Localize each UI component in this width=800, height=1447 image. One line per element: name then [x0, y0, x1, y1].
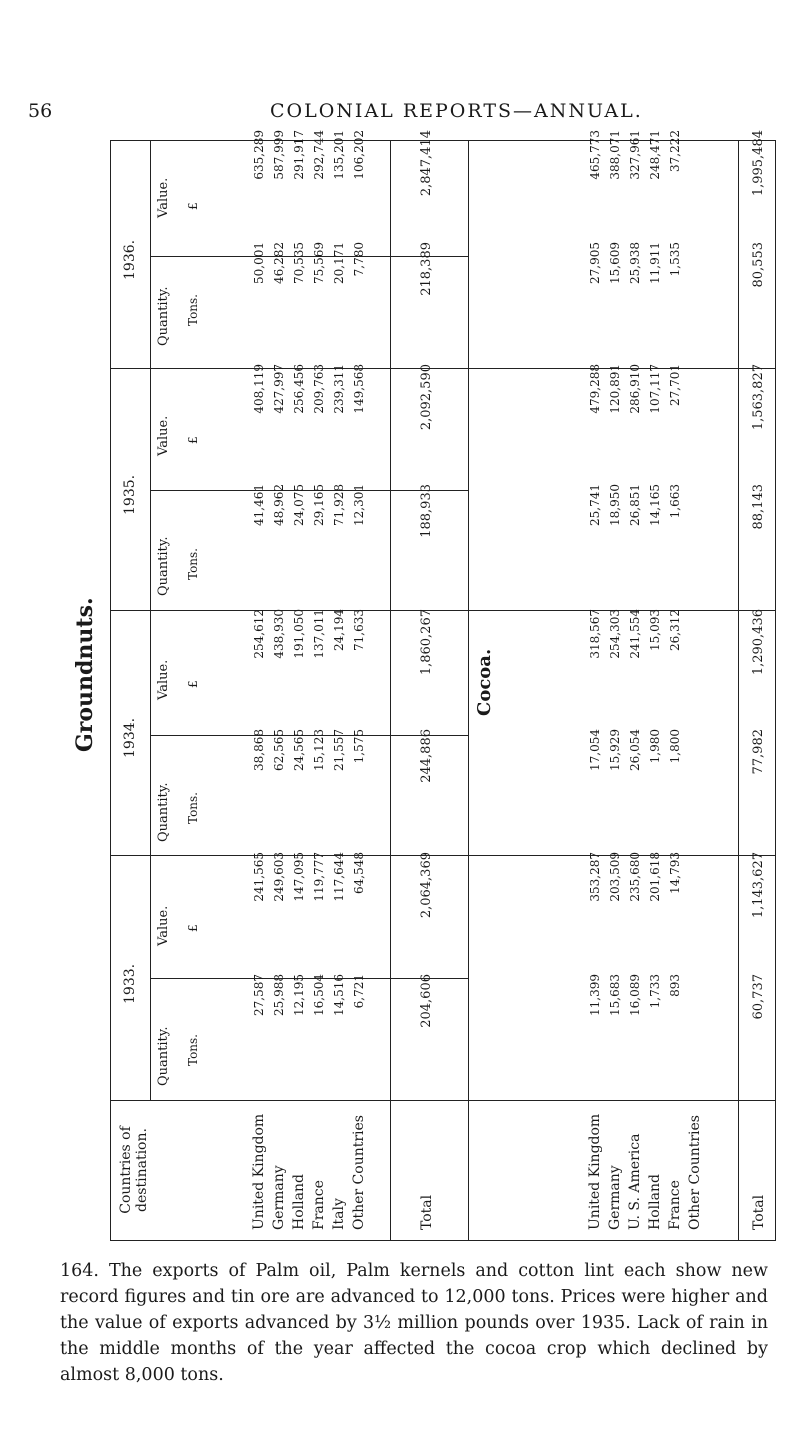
- val-1936: 135,201: [332, 130, 346, 180]
- val-1935: 256,456: [292, 364, 306, 414]
- total-rule-groundnuts: [390, 140, 391, 1240]
- qty-1934: 15,929: [608, 729, 622, 771]
- page-number: 56: [28, 100, 53, 122]
- row-country: Germany: [271, 1165, 287, 1230]
- val-1934: 71,633: [352, 609, 366, 651]
- qty-1933: 16,089: [628, 974, 642, 1016]
- qty-1935: 48,962: [272, 484, 286, 526]
- val-1936: 292,744: [312, 130, 326, 180]
- val-1936: 106,202: [352, 130, 366, 180]
- row-country: France: [311, 1180, 327, 1230]
- qty-1934: 15,123: [312, 729, 326, 771]
- row-country: Total: [751, 1194, 767, 1230]
- running-head: COLONIAL REPORTS—ANNUAL.: [270, 100, 643, 122]
- qty-1935: 24,075: [292, 484, 306, 526]
- val-1933: 119,777: [312, 852, 326, 902]
- header-rule-1933: [150, 855, 151, 1100]
- year-1934: 1934.: [122, 717, 138, 758]
- qty-1934: 21,557: [332, 729, 346, 771]
- val-1934: 137,011: [312, 609, 326, 659]
- unit-tons-1934: Tons.: [186, 792, 200, 824]
- countries-header: Countries of destination.: [118, 1126, 150, 1214]
- qty-1933: 1,733: [648, 974, 662, 1009]
- qty-1936: 75,569: [312, 242, 326, 284]
- qty-1934: 1,575: [352, 729, 366, 764]
- quantity-header-1934: Quantity.: [156, 782, 171, 842]
- qty-1936: 218,389: [419, 242, 434, 296]
- qty-1934: 17,054: [588, 729, 602, 771]
- qty-1936: 46,282: [272, 242, 286, 284]
- val-1934: 191,050: [292, 609, 306, 659]
- table-left-rule: [110, 140, 111, 1240]
- row-country: Other Countries: [687, 1115, 703, 1230]
- val-1936: 37,222: [668, 130, 682, 172]
- qty-1935: 18,950: [608, 484, 622, 526]
- qty-1936: 7,780: [352, 242, 366, 277]
- cocoa-title: Cocoa.: [474, 648, 495, 716]
- val-1935: 239,311: [332, 364, 346, 414]
- qty-1935: [688, 484, 702, 608]
- val-1933: 249,603: [272, 852, 286, 902]
- val-1934: 438,930: [272, 609, 286, 659]
- val-1933: 1,143,627: [751, 852, 766, 919]
- val-1933: 201,618: [648, 852, 662, 902]
- row-country: Total: [419, 1194, 435, 1230]
- row-country: Holland: [291, 1174, 307, 1230]
- qty-1933: 16,504: [312, 974, 326, 1016]
- val-1936: 248,471: [648, 130, 662, 180]
- qty-1933: 27,587: [252, 974, 266, 1016]
- val-1936: 465,773: [588, 130, 602, 180]
- val-1935: 1,563,827: [751, 364, 766, 431]
- val-1936: 1,995,484: [751, 130, 766, 197]
- qty-1936: 80,553: [751, 242, 766, 288]
- qty-1933: 12,195: [292, 974, 306, 1016]
- qty-1936: [688, 242, 702, 366]
- qty-1934: 244,886: [419, 729, 434, 783]
- qty-1936: 1,535: [668, 242, 682, 277]
- val-1935: 479,288: [588, 364, 602, 414]
- val-1936: 327,961: [628, 130, 642, 180]
- qty-1934: 1,980: [648, 729, 662, 764]
- qty-1933: 15,683: [608, 974, 622, 1016]
- val-1934: 254,612: [252, 609, 266, 659]
- qty-1936: 11,911: [648, 242, 662, 284]
- row-country: Italy: [331, 1198, 347, 1230]
- qty-1935: 29,165: [312, 484, 326, 526]
- val-1934: 15,093: [648, 609, 662, 651]
- row-country: United Kingdom: [587, 1113, 603, 1230]
- val-1935: 209,763: [312, 364, 326, 414]
- val-1936: 2,847,414: [419, 130, 434, 197]
- val-1936: 388,071: [608, 130, 622, 180]
- row-country: Holland: [647, 1174, 663, 1230]
- qty-1933: 204,606: [419, 974, 434, 1028]
- year-1935: 1935.: [122, 474, 138, 515]
- qty-1935: 41,461: [252, 484, 266, 526]
- table-right-rule: [775, 140, 776, 1240]
- qty-1935: 71,928: [332, 484, 346, 526]
- qty-1933: 6,721: [352, 974, 366, 1009]
- year-1933: 1933.: [122, 963, 138, 1004]
- val-1936: [688, 130, 702, 254]
- quantity-header-1936: Quantity.: [156, 286, 171, 346]
- unit-pound-1934: £: [186, 680, 200, 688]
- block-rule-countries: [110, 1100, 776, 1101]
- val-1934: [688, 609, 702, 733]
- qty-1934: 1,800: [668, 729, 682, 764]
- row-country: Germany: [607, 1165, 623, 1230]
- unit-pound-1935: £: [186, 436, 200, 444]
- paragraph-number: 164.: [60, 1261, 99, 1281]
- unit-tons-1933: Tons.: [186, 1034, 200, 1066]
- qty-1935: 12,301: [352, 484, 366, 526]
- qty-1936: 20,171: [332, 242, 346, 284]
- val-1936: 587,999: [272, 130, 286, 180]
- value-header-1934: Value.: [156, 659, 171, 700]
- row-country: Other Countries: [351, 1115, 367, 1230]
- qty-1936: 70,535: [292, 242, 306, 284]
- val-1934: 1,860,267: [419, 609, 434, 676]
- value-header-1933: Value.: [156, 905, 171, 946]
- val-1933: 117,644: [332, 852, 346, 902]
- table-bottom-rule: [110, 1240, 776, 1241]
- table-section-divider: [468, 140, 469, 1240]
- row-country: United Kingdom: [251, 1113, 267, 1230]
- header-rule-1934: [150, 610, 151, 855]
- qty-1934: 62,565: [272, 729, 286, 771]
- qty-1933: [688, 974, 702, 1098]
- qty-1933: 893: [668, 974, 682, 997]
- val-1935: 149,568: [352, 364, 366, 414]
- val-1936: 635,289: [252, 130, 266, 180]
- total-rule-cocoa: [738, 140, 739, 1240]
- val-1933: 203,509: [608, 852, 622, 902]
- val-1935: 120,891: [608, 364, 622, 414]
- val-1933: 235,680: [628, 852, 642, 902]
- quantity-header-1933: Quantity.: [156, 1026, 171, 1086]
- val-1933: 147,095: [292, 852, 306, 902]
- val-1935: 286,910: [628, 364, 642, 414]
- val-1935: 107,117: [648, 364, 662, 414]
- val-1934: 26,312: [668, 609, 682, 651]
- qty-1934: 26,054: [628, 729, 642, 771]
- groundnuts-title: Groundnuts.: [72, 597, 98, 752]
- body-paragraph: [60, 1258, 768, 1388]
- row-country: France: [667, 1180, 683, 1230]
- unit-tons-1935: Tons.: [186, 548, 200, 580]
- unit-pound-1933: £: [186, 924, 200, 932]
- val-1935: [688, 364, 702, 488]
- val-1933: 2,064,369: [419, 852, 434, 919]
- val-1935: 27,701: [668, 364, 682, 406]
- qty-1936: 15,609: [608, 242, 622, 284]
- val-1934: 318,567: [588, 609, 602, 659]
- quantity-header-1935: Quantity.: [156, 536, 171, 596]
- header-rule-1936: [150, 140, 151, 368]
- qty-1933: 11,399: [588, 974, 602, 1016]
- qty-1935: 14,165: [648, 484, 662, 526]
- qty-1935: 88,143: [751, 484, 766, 530]
- val-1934: 1,290,436: [751, 609, 766, 676]
- qty-1934: [688, 729, 702, 853]
- val-1934: 241,554: [628, 609, 642, 659]
- qty-1933: 25,988: [272, 974, 286, 1016]
- val-1934: 24,194: [332, 609, 346, 651]
- val-1933: 353,287: [588, 852, 602, 902]
- qty-1934: 77,982: [751, 729, 766, 775]
- qty-1935: 1,663: [668, 484, 682, 519]
- qty-1936: 25,938: [628, 242, 642, 284]
- val-1933: 241,565: [252, 852, 266, 902]
- qty-1935: 25,741: [588, 484, 602, 526]
- val-1935: 408,119: [252, 364, 266, 414]
- val-1933: 14,793: [668, 852, 682, 894]
- val-1934: 254,303: [608, 609, 622, 659]
- qty-1933: 14,516: [332, 974, 346, 1016]
- year-1936: 1936.: [122, 239, 138, 280]
- val-1935: 427,997: [272, 364, 286, 414]
- header-rule-1935: [150, 368, 151, 610]
- paragraph-text: The exports of Palm oil, Palm kernels and cotton lint each show new record figures and tin ore are advanced to 12,000 tons. Prices were higher and the value of exports advanced by 3½ million pounds over 1935. Lack of rain in the middle months of the year affected the cocoa crop which declined by almost 8,000 tons.: [60, 1261, 768, 1385]
- value-header-1935: Value.: [156, 415, 171, 456]
- row-country: U. S. America: [627, 1133, 643, 1230]
- unit-tons-1936: Tons.: [186, 294, 200, 326]
- val-1933: [688, 852, 702, 976]
- value-header-1936: Value.: [156, 177, 171, 218]
- qty-1935: 188,933: [419, 484, 434, 538]
- qty-1936: 50,001: [252, 242, 266, 284]
- qty-1933: 60,737: [751, 974, 766, 1020]
- val-1935: 2,092,590: [419, 364, 434, 431]
- unit-pound-1936: £: [186, 202, 200, 210]
- val-1933: 64,548: [352, 852, 366, 894]
- qty-1936: 27,905: [588, 242, 602, 284]
- qty-1935: 26,851: [628, 484, 642, 526]
- qty-1934: 38,868: [252, 729, 266, 771]
- val-1936: 291,917: [292, 130, 306, 180]
- qty-1934: 24,565: [292, 729, 306, 771]
